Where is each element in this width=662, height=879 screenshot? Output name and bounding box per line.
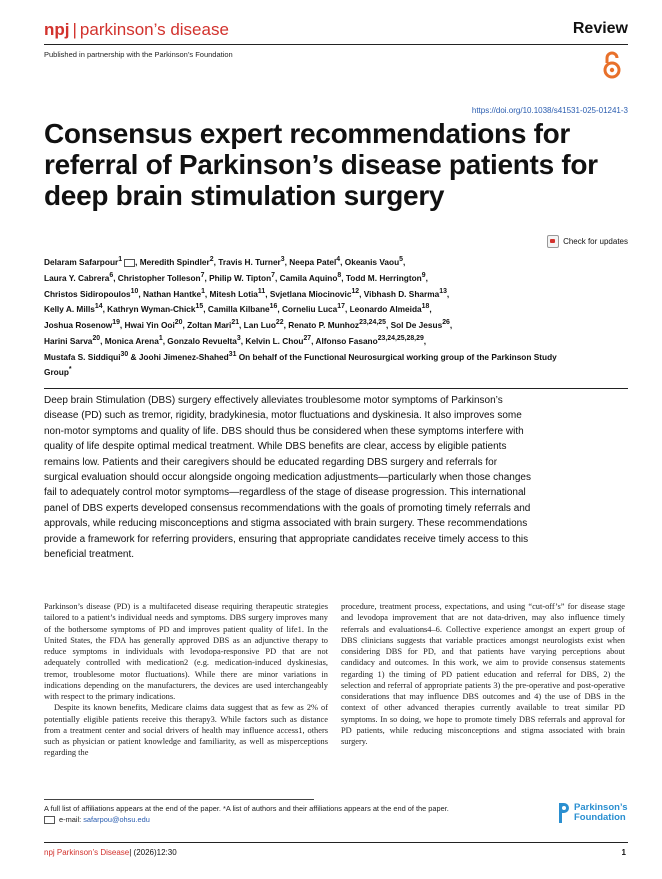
journal-name: npj | parkinson’s disease [44,20,229,39]
abstract: Deep brain Stimulation (DBS) surgery effectively alleviates troublesome motor symptoms of Parkinson’s disease (PD) such as tremor, rigidity, bradykinesia, motor fluctuations and dyskinesia. It also improves some non-motor symptoms and quality of life. DBS should thus be considered when these symptoms interfere with quality of life despite optimal medical treatment. While DBS benefits are clear, access by eligible patients remains low. Patients and their caregivers should be educated regarding DBS surgery and referrals for surgical evaluation should occur alongside ongoing medication adjustments—particularly when those changes fail to adequately control motor symptoms—regardless of the stage of disease progression. This international panel of DBS experts developed consensus recommendations with the goals of promoting timely referrals and approvals, while reducing misconceptions and stigma associated with brain surgery. These recommendations provide a framework for referring providers, ensuring that appropriate candidates receive timely access to this beneficial treatment. [44,395,531,561]
check-for-updates-button[interactable] [547,235,628,248]
email-link[interactable]: safarpou@ohsu.edu [83,815,150,824]
foundation-mark-icon [557,801,571,825]
article-title: Consensus expert recommendations for referral of Parkinson’s disease patients for deep brain stimulation surgery [44,118,598,211]
open-access-icon[interactable] [599,50,625,80]
correspondence: e-mail: safarpou@ohsu.edu [44,815,150,824]
doi-link[interactable]: https://doi.org/10.1038/s41531-025-01241-3 [471,106,628,115]
footer-rule [44,842,628,843]
header-rule [44,44,628,45]
partnership-note: Published in partnership with the Parkinson’s Foundation [44,50,233,59]
footer-citation: npj Parkinson’s Disease| (2026)12:30 [44,848,177,857]
check-updates-label: Check for updates [563,237,628,246]
paragraph: Despite its known benefits, Medicare claims data suggest that as few as 2% of potentially eligible patients receive this therapy3. While factors such as distance from a treatment center and social drivers of health may influence access1, others such as physician or patient knowledge and familiarity, as well as misperceptions regarding the [44,703,328,758]
email-icon[interactable] [124,259,135,267]
paragraph: procedure, treatment process, expectations, and using “cut-off’s” for disease stage and levodopa improvement that are not data-driven, may also influence timely referrals and evaluations4–6. Collective experience amongst an expert group of DBS clinicians suggests that variable practices amongst neurologists exist when considering DBS for PD, and that patients have varying perceptions about candidacy and outcomes. In this work, we aim to provide consensus statements regarding 1) the timing of PD patient education and referral for DBS, 2) the selection and referral of appropriate patients 3) the pre-operative and post-operative considerations that may influence DBS outcomes and 4) the use of DBS in the context of other advanced therapies currently available to treat similar PD symptoms. In so doing, we hope to promote timely DBS referrals and approval for PD patients, while reducing misconceptions and stigma associated with brain surgery. [341,602,625,746]
abstract-rule [44,388,628,389]
body-column-right [341,601,625,747]
paragraph: Parkinson’s disease (PD) is a multifaceted disease requiring therapeutic strategies tailored to a patient’s individual needs and symptoms. DBS surgery improves many of the bothersome symptoms of PD and improves patient quality of life1. In the United States, the FDA has generally approved DBS as an adjunctive therapy to reduce symptoms in individuals with levodopa-responsive PD that are not adequately controlled with medication2 (e.g. medication-induced dyskinesias, tremor, troublesome motor fluctuations). While there are minor variations in indications depending on the manufacturers, the devices are used interchangeably with respect to the primary indications. [44,602,328,701]
author-list: Delaram Safarpour$^1$ , Meredith Spindler$^2$, Travis H. Turner$^3$, Neepa Patel$^4$, Okeanis Vaou$^5$, Laura Y. Cabrera$^6$, Christopher Tolleson$^7$, Philip W. Tipton$^7$, Camila Aquino$^8$, Todd M. Herrington$^9$, Christos Sidiropoulos$^{10}$, Nathan Hantke$^1$, Mitesh Lotia$^{11}$, Svjetlana Miocinovic$^{12}$, Vibhash D. Sharma$^{13}$, Kelly A. Mills$^{14}$, Kathryn Wyman-Chick$^{15}$, Camilla Kilbane$^{16}$, Corneliu Luca$^{17}$, Leonardo Almeida$^{18}$, Joshua Rosenow$^{19}$, Hwai Yin Ooi$^{20}$, Zoltan Mari$^{21}$, Lan Luo$^{22}$, Renato P. Munhoz$^{23,24,25}$, Sol De Jesus$^{26}$, Harini Sarva$^{20}$, Monica Arena$^1$, Gonzalo Revuelta$^3$, Kelvin L. Chou$^{27}$, Alfonso Fasano$^{23,24,25,28,29}$, Mustafa S. Siddiqui$^{30}$ & Joohi Jimenez-Shahed$^{31}$ On behalf of the Functional Neurosurgical working group of the Parkinson Study Group* [44,256,557,378]
page-number: 1 [621,848,626,857]
parkinsons-foundation-logo: Parkinson’s Foundation [557,801,628,825]
article-type: Review [572,20,628,37]
body-column-left [44,601,328,759]
crossmark-icon [547,235,559,248]
envelope-icon [44,816,55,824]
affiliations-note: A full list of affiliations appears at the end of the paper. *A list of authors and their affiliations appears at the end of the paper. [44,804,449,813]
footnote-rule [44,799,314,800]
